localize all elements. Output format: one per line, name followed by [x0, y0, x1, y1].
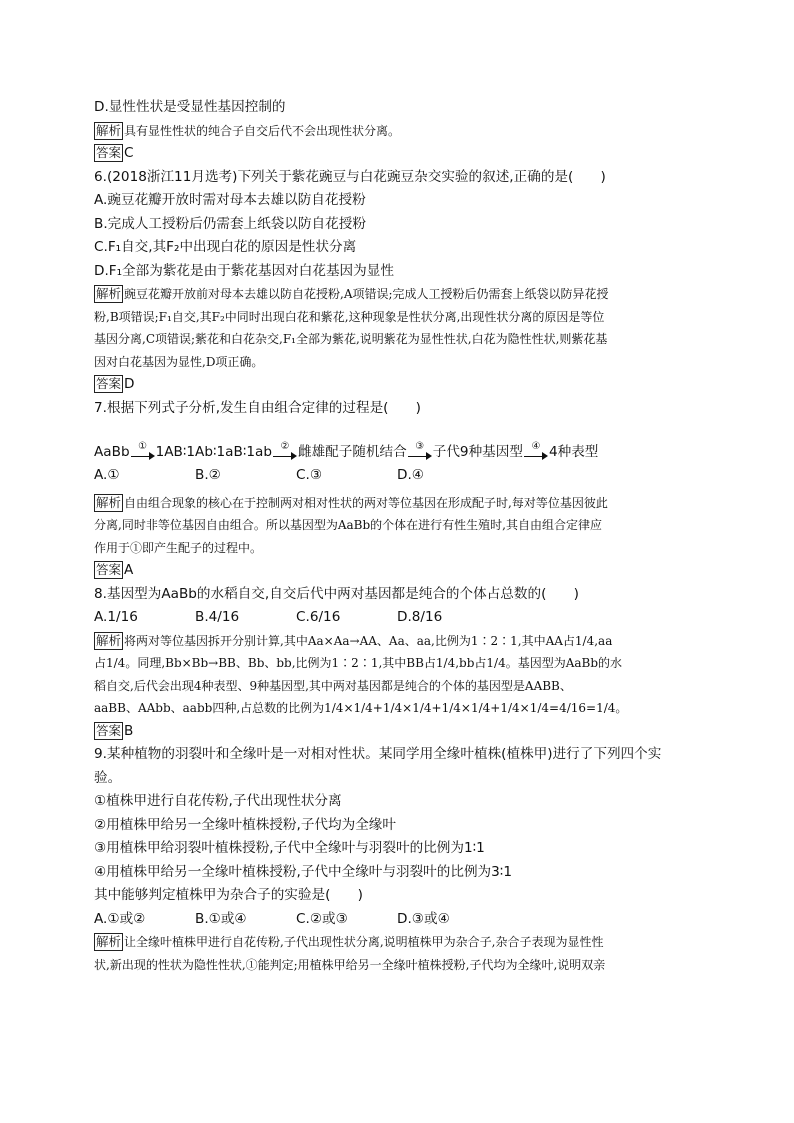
arrow-3: ③ — [408, 441, 432, 460]
option: A.豌豆花瓣开放时需对母本去雄以防自花授粉 — [94, 192, 366, 208]
options-row — [94, 606, 700, 630]
genetics-flow — [94, 426, 700, 460]
explanation-tag: 解析 — [96, 934, 122, 949]
answer: 答案 D — [96, 376, 135, 392]
option: D.F₁全部为紫花是由于紫花基因对白花基因为显性 — [94, 262, 394, 279]
flow-step-4: 4种表型 — [548, 444, 599, 460]
answer-tag: 答案 — [96, 376, 122, 391]
question-stem-line: 验。 — [94, 769, 122, 786]
option: C.③ — [296, 467, 322, 483]
arrow-2: ② — [273, 441, 297, 460]
arrow-icon — [408, 452, 432, 460]
experiment-item: ④用植株甲给另一全缘叶植株授粉,子代中全缘叶与羽裂叶的比例为3∶1 — [94, 863, 512, 880]
option: C.F₁自交,其F₂中出现白花的原因是性状分离 — [94, 239, 357, 255]
answer-tag: 答案 — [96, 145, 122, 160]
experiment-item: ②用植株甲给另一全缘叶植株授粉,子代均为全缘叶 — [94, 816, 396, 833]
arrow-icon — [273, 452, 297, 460]
option: A.① — [94, 467, 120, 483]
explanation: 解析 豌豆花瓣开放前对母本去雄以防自花授粉,A项错误;完成人工授粉后仍需套上纸袋以防异花授 — [96, 286, 609, 301]
option: A.1/16 — [94, 609, 138, 625]
option: B.完成人工授粉后仍需套上纸袋以防自花授粉 — [94, 215, 366, 232]
answer-tag: 答案 — [96, 562, 122, 577]
question-stem: 9.某种植物的羽裂叶和全缘叶是一对相对性状。某同学用全缘叶植株(植株甲)进行了下列四个实 — [94, 746, 662, 762]
explanation-line: 状,新出现的性状为隐性性状,①能判定;用植株甲给另一全缘叶植株授粉,子代均为全缘叶,说明双亲 — [94, 957, 606, 972]
options-row — [94, 908, 700, 932]
experiment-item: ③用植株甲给羽裂叶植株授粉,子代中全缘叶与羽裂叶的比例为1∶1 — [94, 840, 485, 856]
flow-start: AaBb — [94, 444, 130, 460]
option: C.6/16 — [296, 609, 341, 625]
flow-step-2: 雌雄配子随机结合 — [297, 444, 407, 460]
question-stem: 6.(2018浙江11月选考)下列关于紫花豌豆与白花豌豆杂交实验的叙述,正确的是( ) — [94, 168, 606, 185]
explanation: 解析 自由组合现象的核心在于控制两对相对性状的两对等位基因在形成配子时,每对等位基因彼此 — [96, 494, 608, 510]
answer-tag: 答案 — [96, 722, 122, 738]
explanation-line: 占1/4。同理,Bb×Bb→BB、Bb、bb,比例为1∶2∶1,其中BB占1/4,bb占1/4。基因型为AaBb的水 — [94, 656, 623, 670]
arrow-icon — [524, 452, 548, 460]
explanation-tag: 解析 — [96, 494, 122, 510]
option: C.②或③ — [296, 910, 348, 927]
flow-step-3: 子代9种基因型 — [432, 444, 523, 460]
option: D.8/16 — [397, 609, 443, 625]
explanation-line: 基因分离,C项错误;紫花和白花杂交,F₁全部为紫花,说明紫花为显性性状,白花为隐性性状,则紫花基 — [94, 332, 608, 346]
explanation-line: 粉,B项错误;F₁自交,其F₂中同时出现白花和紫花,这种现象是性状分离,出现性状分离的原因是等位 — [94, 309, 605, 324]
arrow-icon — [131, 452, 155, 460]
arrow-1: ① — [131, 441, 155, 460]
explanation-line: 稻自交,后代会出现4种表型、9种基因型,其中两对基因都是纯合的个体的基因型是AABB、 — [94, 678, 572, 693]
explanation: 解析 具有显性性状的纯合子自交后代不会出现性状分离。 — [96, 122, 401, 138]
options-row — [94, 464, 700, 488]
option-d: D.显性性状是受显性基因控制的 — [94, 99, 286, 115]
option: A.①或② — [94, 910, 146, 927]
arrow-4: ④ — [524, 441, 548, 460]
document-page — [94, 96, 700, 976]
option: D.④ — [397, 467, 424, 483]
explanation-line: 作用于①即产生配子的过程中。 — [94, 540, 263, 555]
option: D.③或④ — [397, 910, 450, 927]
option: B.② — [195, 467, 221, 483]
explanation-line: aaBB、AAbb、aabb四种,占总数的比例为1/4×1/4+1/4×1/4+1/4×1/4+1/4×1/4=4/16=1/4。 — [94, 701, 628, 715]
answer: 答案 A — [96, 562, 134, 578]
option: B.4/16 — [195, 609, 240, 625]
explanation-line: 分离,同时非等位基因自由组合。所以基因型为AaBb的个体在进行有性生殖时,其自由组合定律应 — [94, 518, 602, 532]
experiment-item: ①植株甲进行自花传粉,子代出现性状分离 — [94, 793, 342, 809]
explanation: 解析 让全缘叶植株甲进行自花传粉,子代出现性状分离,说明植株甲为杂合子,杂合子表现为显性性 — [96, 934, 604, 949]
explanation-tag: 解析 — [96, 286, 122, 301]
answer: 答案 B — [96, 722, 134, 739]
explanation-tag: 解析 — [96, 122, 122, 138]
question-prompt: 其中能够判定植株甲为杂合子的实验是( ) — [94, 887, 363, 903]
flow-step-1: 1AB∶1Ab∶1aB∶1ab — [155, 444, 272, 460]
question-stem: 8.基因型为AaBb的水稻自交,自交后代中两对基因都是纯合的个体占总数的( ) — [94, 585, 579, 602]
explanation-tag: 解析 — [96, 632, 122, 648]
explanation: 解析 将两对等位基因拆开分别计算,其中Aa×Aa→AA、Aa、aa,比例为1∶2∶1,其中AA占1/4,aa — [96, 632, 613, 648]
question-stem: 7.根据下列式子分析,发生自由组合定律的过程是( ) — [94, 399, 421, 416]
option: B.①或④ — [195, 910, 247, 927]
answer: 答案 C — [96, 145, 134, 161]
explanation-line: 因对白花基因为显性,D项正确。 — [94, 354, 264, 369]
